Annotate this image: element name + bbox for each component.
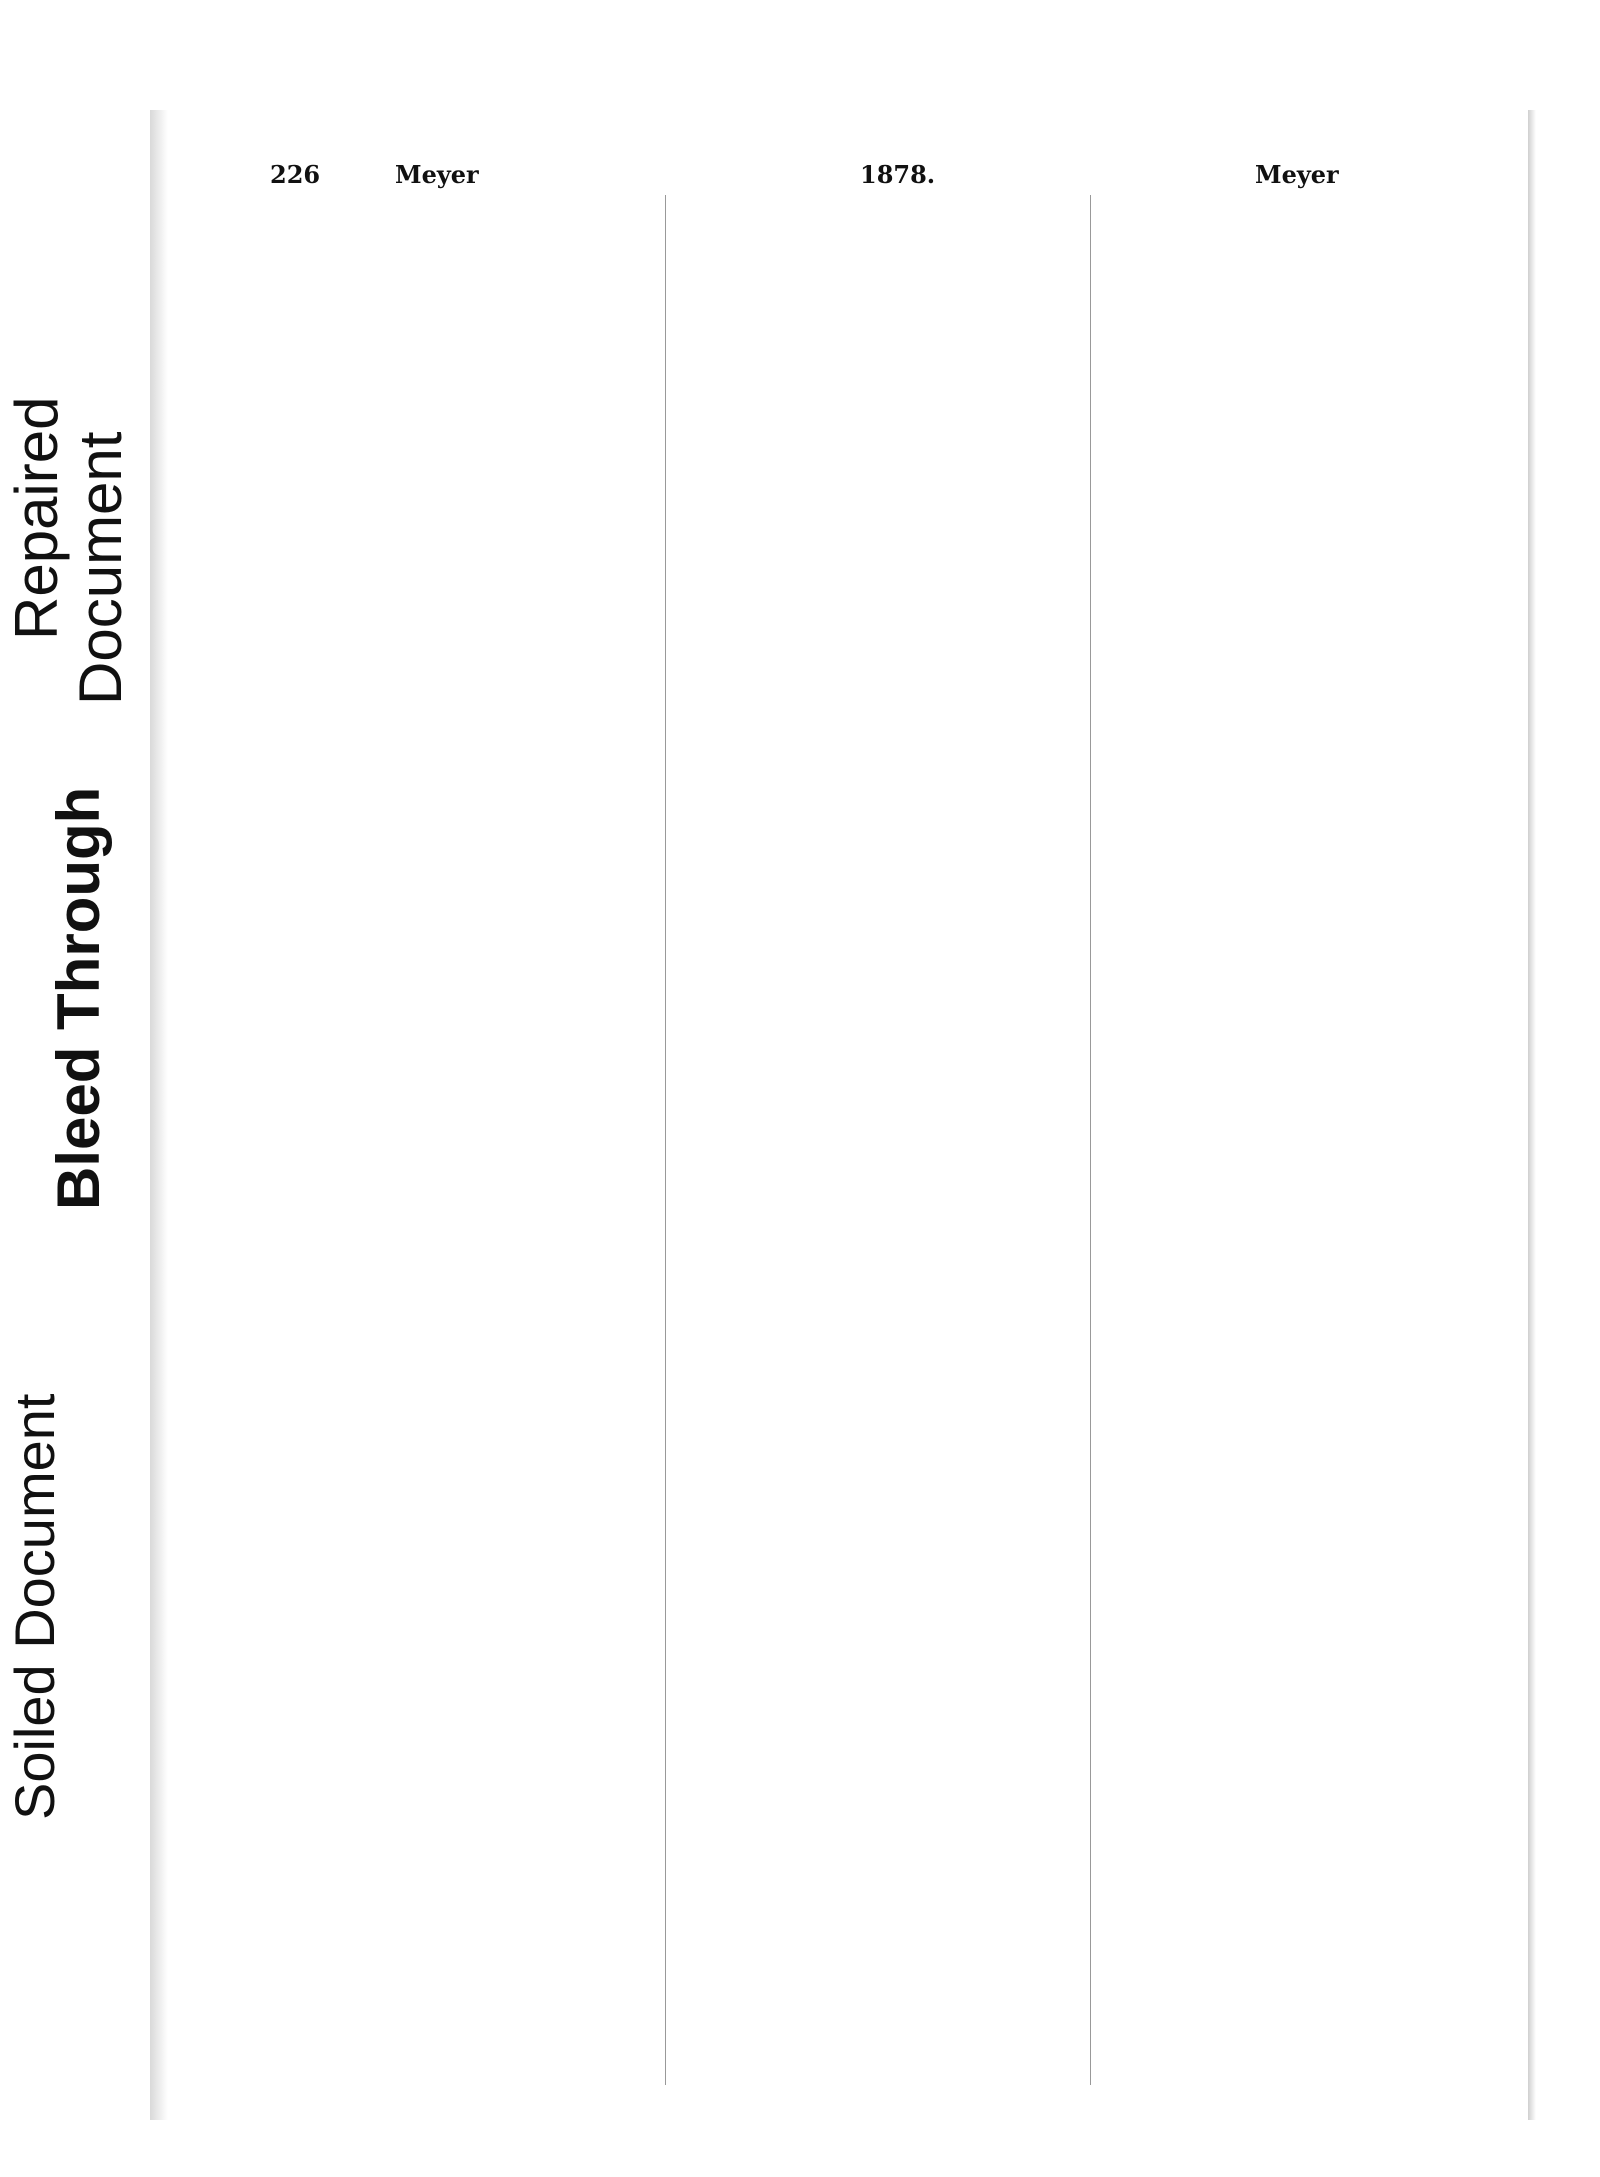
right-running-title: Meyer bbox=[1255, 160, 1339, 189]
page-header bbox=[255, 160, 1525, 190]
gutter-label-bleed-through: Bleed Through bbox=[45, 786, 112, 1210]
page-number: 226 bbox=[270, 160, 321, 189]
page-fold-shadow bbox=[150, 110, 168, 2120]
gutter-label-soiled-document: Soiled Document bbox=[3, 1393, 66, 1820]
directory-column-3 bbox=[1095, 195, 1520, 2085]
page-edge-shadow bbox=[1528, 110, 1536, 2120]
directory-column-1 bbox=[240, 195, 660, 2085]
year-heading: 1878. bbox=[860, 160, 936, 189]
gutter-label-repaired: Repaired bbox=[3, 396, 70, 640]
gutter-label-document: Document bbox=[67, 431, 134, 705]
directory-body bbox=[240, 195, 1520, 2085]
left-running-title: Meyer bbox=[395, 160, 479, 189]
scan-gutter bbox=[0, 0, 145, 2177]
directory-column-2 bbox=[670, 195, 1090, 2085]
